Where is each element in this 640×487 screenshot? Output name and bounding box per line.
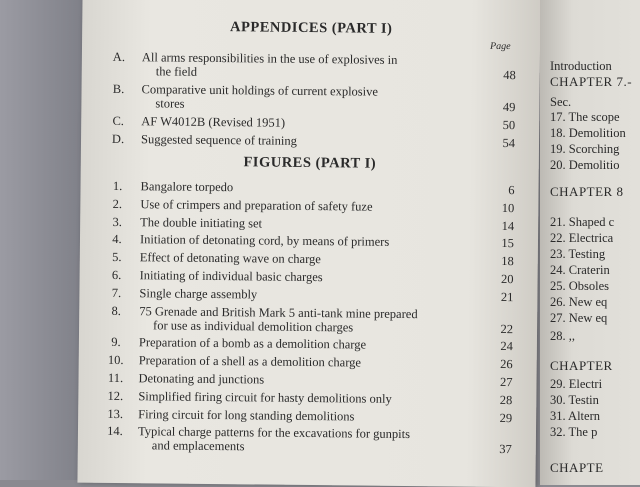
item-page: 27: [499, 375, 513, 390]
appendices-title: APPENDICES (PART I): [229, 19, 393, 37]
item-number: 12.: [107, 388, 124, 403]
item-title: [139, 336, 474, 354]
item-text: Simplified firing circuit for hasty demolitions only: [138, 389, 392, 406]
item-title: [140, 197, 475, 215]
right-page-line: CHAPTER: [550, 358, 613, 373]
item-text: Preparation of a shell as a demolition charge: [138, 353, 362, 370]
list-item: [80, 196, 538, 215]
item-number: 4.: [112, 232, 122, 247]
item-page: 18: [501, 254, 514, 269]
item-title: [138, 407, 473, 425]
item-number: 9.: [111, 335, 121, 350]
item-page: 6: [508, 183, 515, 198]
item-title: [139, 353, 474, 371]
background: [0, 0, 90, 480]
item-number: 2.: [112, 196, 123, 211]
item-text-continued: for use as individual demolition charges: [153, 317, 354, 335]
right-page-line: 26. New eq: [550, 295, 608, 309]
right-page-line: 32. The p: [550, 425, 598, 439]
page-column-header: Page: [489, 40, 511, 53]
item-title: [141, 114, 476, 132]
item-title: [140, 215, 475, 233]
item-page: 37: [499, 442, 512, 457]
item-page: 10: [501, 200, 515, 215]
left-page: [77, 0, 540, 487]
item-text: Comparative unit holdings of current explosive: [141, 82, 379, 99]
right-page-line: 28. ,,: [550, 329, 575, 343]
list-item: [80, 285, 538, 304]
item-title: [138, 425, 473, 457]
right-page-line: CHAPTER 7.-: [550, 74, 633, 89]
list-item: [79, 370, 537, 390]
item-text-continued: the field: [155, 64, 198, 79]
list-item: [80, 214, 538, 233]
item-title: [140, 179, 475, 197]
right-page-line: 30. Testin: [550, 393, 599, 407]
item-page: 29: [499, 410, 513, 425]
list-item: [79, 353, 537, 372]
list-item: [79, 335, 537, 354]
right-page-line: 17. The scope: [550, 110, 620, 124]
item-number: 13.: [107, 406, 124, 421]
item-text: Firing circuit for long standing demolitions: [138, 406, 355, 424]
item-page: 50: [502, 118, 516, 133]
list-item: [80, 267, 538, 287]
list-item: [82, 81, 540, 115]
item-page: 48: [503, 68, 516, 83]
item-text: Initiation of detonating cord, by means of primers: [139, 232, 390, 250]
item-text-continued: stores: [155, 96, 185, 111]
item-number: C.: [112, 113, 125, 129]
right-page-line: 18. Demolition: [550, 126, 626, 140]
list-item: [81, 178, 539, 198]
item-title: [138, 371, 473, 389]
item-title: [140, 233, 475, 251]
right-page-line: 31. Altern: [550, 409, 600, 423]
item-text: The double initiating set: [140, 214, 263, 231]
item-number: 10.: [107, 353, 124, 368]
right-page-line: 22. Electrica: [550, 231, 614, 245]
item-title: [141, 132, 476, 150]
right-page-line: Introduction: [550, 59, 612, 73]
figures-title: FIGURES (PART I): [243, 154, 377, 172]
right-page-line: 23. Testing: [550, 247, 606, 261]
item-number: 5.: [112, 250, 122, 265]
item-text: Effect of detonating wave on charge: [139, 250, 321, 267]
item-page: 20: [501, 272, 514, 287]
list-item: [81, 113, 539, 133]
right-page-line: 29. Electri: [550, 377, 603, 391]
item-text: Use of crimpers and preparation of safety fuze: [140, 197, 373, 214]
item-number: 1.: [112, 178, 123, 194]
item-number: D.: [111, 131, 125, 147]
item-text: 75 Grenade and British Mark 5 anti-tank mine prepared: [139, 303, 418, 321]
item-page: 21: [500, 289, 514, 304]
item-page: 54: [502, 136, 516, 151]
list-item: [78, 424, 536, 457]
item-text: AF W4012B (Revised 1951): [141, 114, 286, 130]
right-page-line: 19. Scorching: [550, 142, 620, 156]
right-page-line: 20. Demolitio: [550, 158, 620, 172]
right-page-line: 24. Craterin: [550, 263, 610, 277]
item-number: 11.: [107, 370, 124, 386]
item-title: [139, 304, 474, 336]
item-page: 26: [500, 357, 513, 372]
item-title: [139, 286, 474, 304]
list-item: [82, 49, 540, 83]
right-page-line: 25. Obsoles: [550, 279, 610, 293]
item-text: Initiating of individual basic charges: [139, 268, 323, 285]
list-item: [79, 303, 537, 336]
list-item: [80, 250, 538, 269]
list-item: [81, 131, 539, 151]
item-text-continued: and emplacements: [151, 438, 245, 454]
right-page-line: Sec.: [550, 95, 572, 109]
right-page-line: CHAPTER 8: [550, 184, 624, 199]
item-page: 15: [501, 236, 515, 251]
item-title: [141, 82, 476, 114]
item-title: [142, 50, 477, 82]
item-number: 3.: [112, 214, 122, 229]
item-text: Single charge assembly: [139, 286, 258, 302]
right-page-line: CHAPTE: [550, 460, 604, 475]
item-text: Preparation of a bomb as a demolition charge: [138, 335, 367, 352]
item-number: B.: [112, 81, 125, 97]
item-text: Typical charge patterns for the excavations for gunpits: [137, 424, 411, 442]
item-title: [140, 250, 475, 268]
item-number: A.: [112, 49, 126, 65]
item-page: 14: [501, 218, 515, 233]
item-title: [140, 268, 475, 286]
item-number: 14.: [107, 424, 123, 439]
list-item: [78, 406, 536, 425]
item-number: 8.: [111, 303, 122, 318]
right-page-line: 27. New eq: [550, 311, 608, 325]
item-text: All arms responsibilities in the use of explosives in: [141, 50, 398, 67]
item-page: 24: [500, 339, 513, 354]
right-page-line: 21. Shaped c: [550, 215, 615, 229]
list-item: [80, 232, 538, 251]
item-page: 28: [499, 392, 513, 407]
item-text: Suggested sequence of training: [140, 132, 297, 148]
item-title: [138, 389, 473, 407]
item-page: 22: [500, 321, 514, 336]
item-number: 6.: [111, 267, 122, 283]
item-page: 49: [502, 100, 516, 115]
list-item: [78, 388, 536, 407]
right-page: [540, 0, 640, 485]
item-number: 7.: [111, 285, 122, 300]
item-text: Bangalore torpedo: [140, 179, 234, 195]
item-text: Detonating and junctions: [138, 371, 265, 387]
